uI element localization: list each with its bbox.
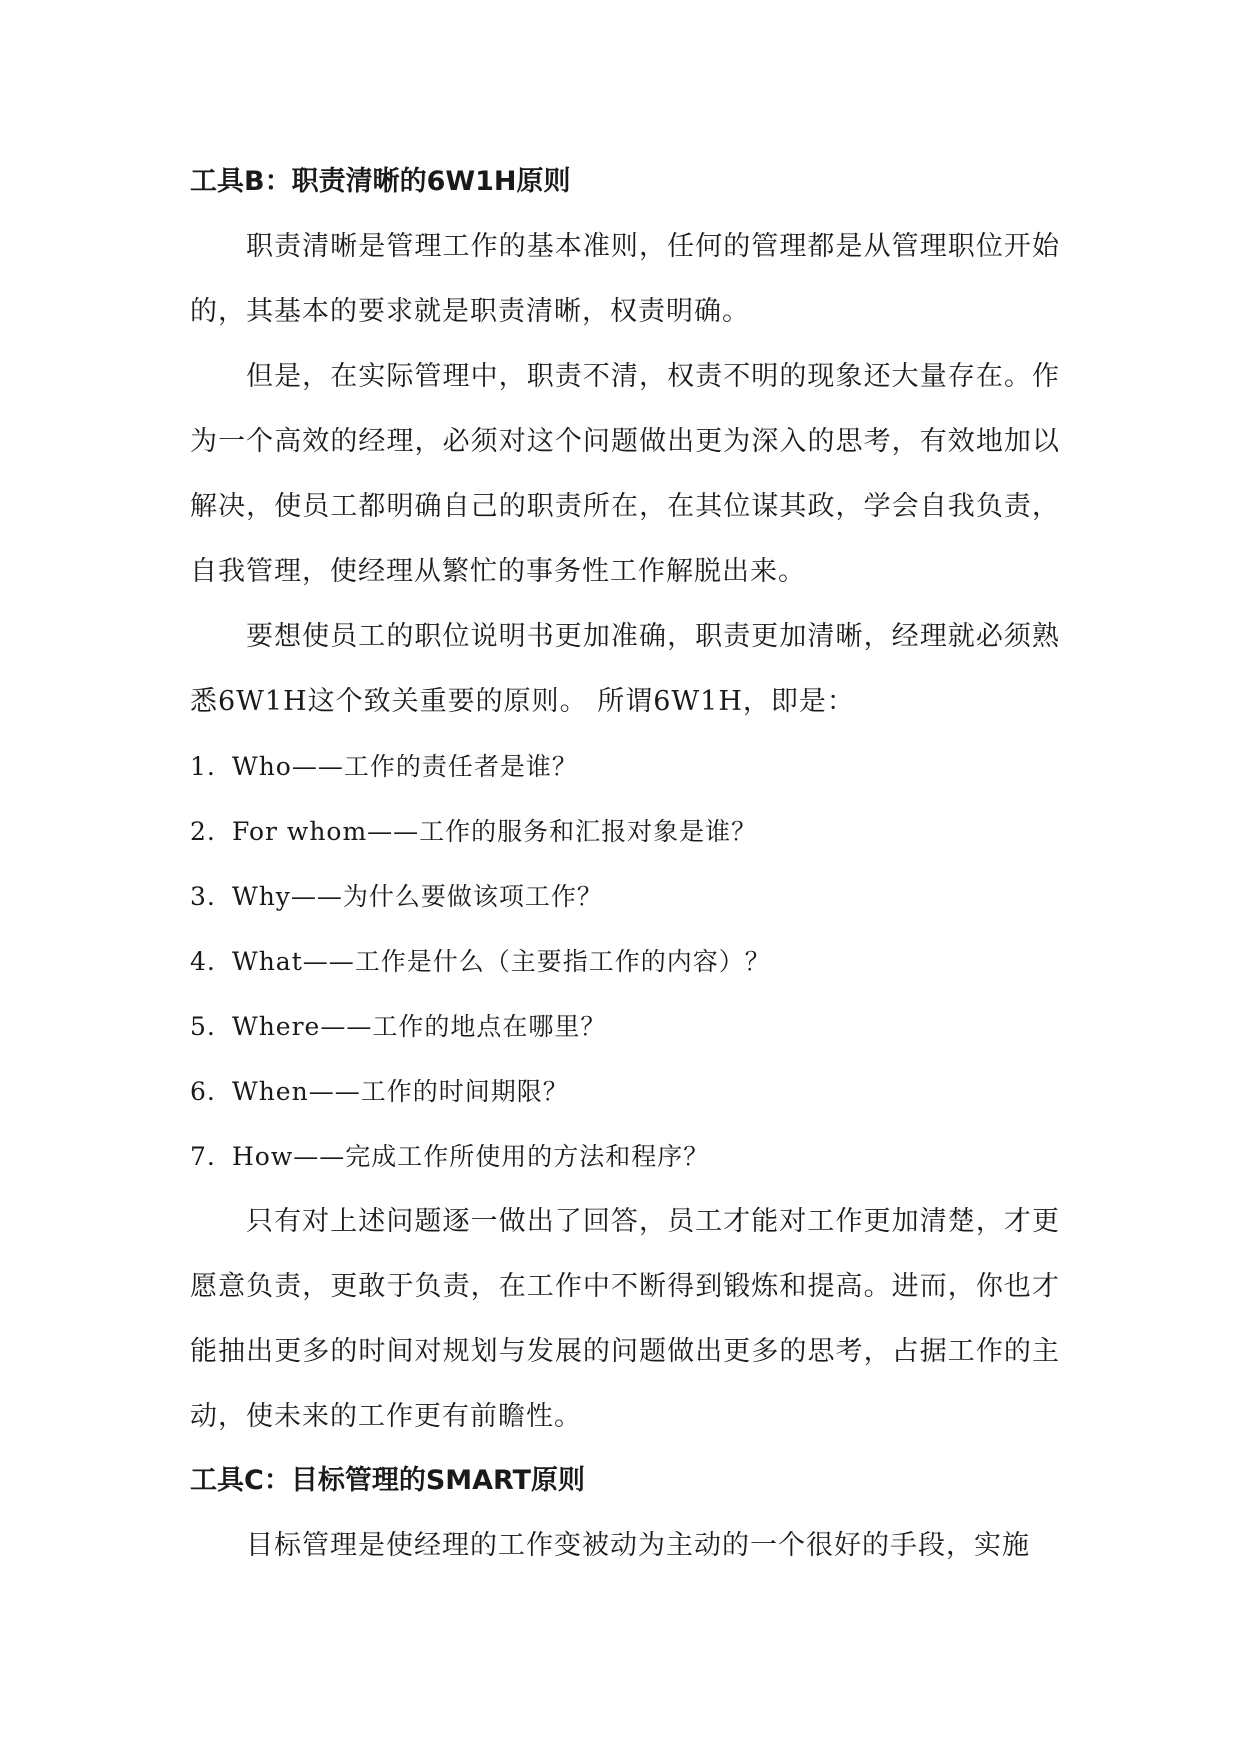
list-item: 1. Who——工作的责任者是谁？ [190,752,578,781]
closing-paragraph: 只有对上述问题逐一做出了回答，员工才能对工作更加清楚，才更愿意负责，更敢于负责，在工作中不断得到锻炼和提高。进而，你也才能抽出更多的时间对规划与发展的问题做出更多的思考，占据工作的主动，使未来的工作更有前瞻性。 [190,1206,1060,1432]
list-item: 4. What——工作是什么（主要指工作的内容）？ [190,947,771,976]
section-b-heading: 工具B：职责清晰的6W1H原则 [190,166,571,197]
paragraph-3: 要想使员工的职位说明书更加准确，职责更加清晰，经理就必须熟悉6W1H这个致关重要的原则。 所谓6W1H，即是： [190,621,1060,717]
section-c-paragraph: 目标管理是使经理的工作变被动为主动的一个很好的手段，实施 [246,1530,1030,1561]
paragraph-2: 但是，在实际管理中，职责不清，权责不明的现象还大量存在。作为一个高效的经理，必须对这个问题做出更为深入的思考，有效地加以解决，使员工都明确自己的职责所在，在其位谋其政，学会自我负责，自我管理，使经理从繁忙的事务性工作解脱出来。 [190,361,1060,587]
list-item: 3. Why——为什么要做该项工作？ [190,882,603,911]
document-page [190,150,1060,1578]
section-c-heading: 工具C：目标管理的SMART原则 [190,1465,586,1496]
list-item: 7. How——完成工作所使用的方法和程序？ [190,1142,710,1171]
6w1h-list [190,734,1060,1189]
list-item: 6. When——工作的时间期限？ [190,1077,569,1106]
paragraph-1: 职责清晰是管理工作的基本准则，任何的管理都是从管理职位开始的，其基本的要求就是职责清晰，权责明确。 [190,231,1060,327]
list-item: 2. For whom——工作的服务和汇报对象是谁？ [190,817,758,846]
list-item: 5. Where——工作的地点在哪里？ [190,1012,607,1041]
